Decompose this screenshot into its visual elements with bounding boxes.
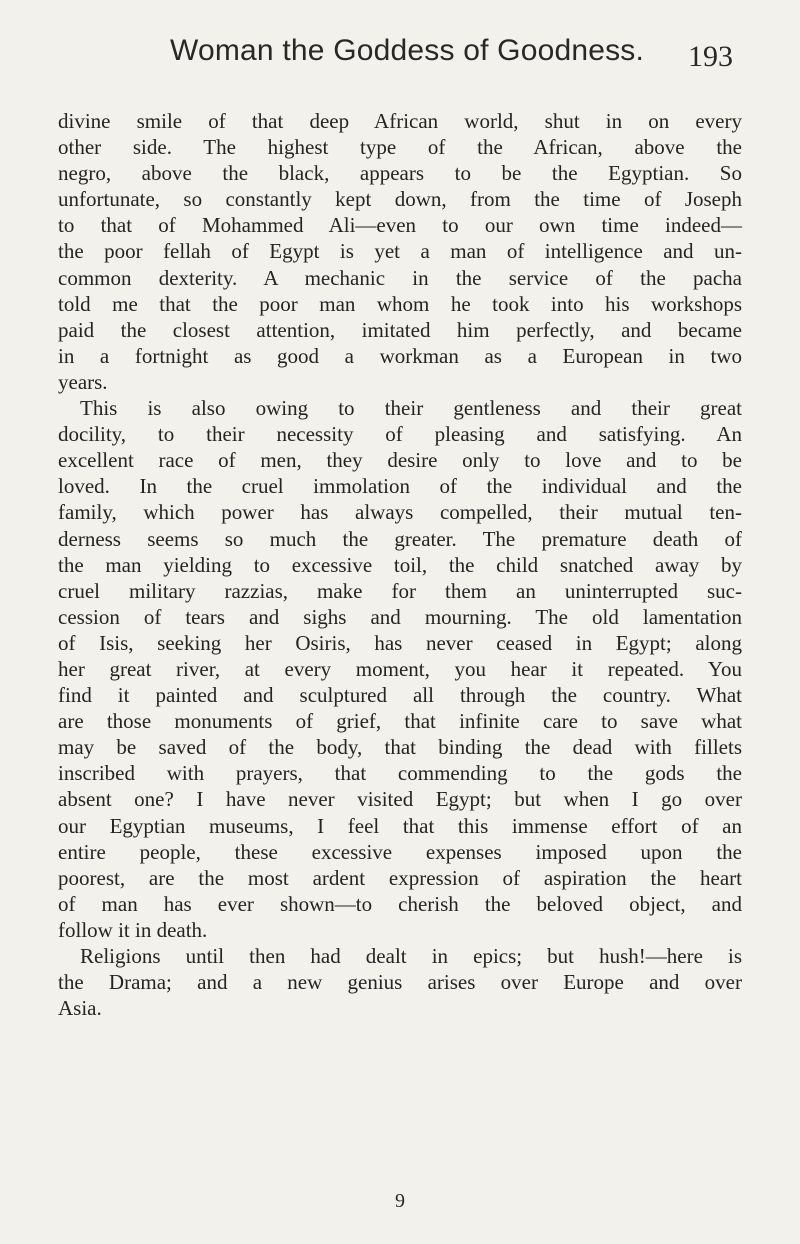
text-line: told me that the poor man whom he took into his workshops <box>58 291 742 316</box>
text-line: inscribed with prayers, that commending to the gods the <box>58 761 742 786</box>
text-line: the man yielding to excessive toil, the child snatched away by <box>58 552 742 577</box>
text-line: loved. In the cruel immolation of the individual and the <box>58 474 742 499</box>
paragraph <box>58 108 742 395</box>
text-line: the Drama; and a new genius arises over Europe and over <box>58 970 742 995</box>
text-line: are those monuments of grief, that infinite care to save what <box>58 709 742 734</box>
text-line: may be saved of the body, that binding the dead with fillets <box>58 735 742 760</box>
text-line: cession of tears and sighs and mourning. The old lamentation <box>58 604 742 629</box>
text-line: of Isis, seeking her Osiris, has never ceased in Egypt; along <box>58 630 742 655</box>
paragraph <box>58 395 742 943</box>
text-line: follow it in death. <box>58 917 208 942</box>
text-line: Religions until then had dealt in epics; but hush!—here is <box>80 944 742 968</box>
text-line: her great river, at every moment, you hear it repeated. You <box>58 656 742 681</box>
text-line: other side. The highest type of the African, above the <box>58 135 742 160</box>
text-line: poorest, are the most ardent expression of aspiration the heart <box>58 865 742 890</box>
text-line: This is also owing to their gentleness and their great <box>80 396 742 421</box>
signature-mark: 9 <box>395 1190 405 1212</box>
text-line: derness seems so much the greater. The premature death of <box>58 526 742 551</box>
text-line: of man has ever shown—to cherish the beloved object, and <box>58 891 742 916</box>
text-line: absent one? I have never visited Egypt; but when I go over <box>58 787 742 812</box>
running-header <box>0 34 800 90</box>
text-line: in a fortnight as good a workman as a European in two <box>58 343 742 368</box>
text-line: excellent race of men, they desire only to love and to be <box>58 448 742 473</box>
text-line: docility, to their necessity of pleasing and satisfying. An <box>58 422 742 447</box>
text-line: the poor fellah of Egypt is yet a man of intelligence and un- <box>58 239 742 264</box>
paragraph <box>58 943 742 1021</box>
running-title: Woman the Goddess of Goodness. <box>170 34 645 67</box>
text-line: family, which power has always compelled, their mutual ten- <box>58 500 742 525</box>
text-line: our Egyptian museums, I feel that this immense effort of an <box>58 813 742 838</box>
text-line: negro, above the black, appears to be the Egyptian. So <box>58 161 742 186</box>
text-line: divine smile of that deep African world, shut in on every <box>58 109 742 133</box>
page-number: 193 <box>688 40 733 73</box>
text-line: entire people, these excessive expenses imposed upon the <box>58 839 742 864</box>
body-text <box>58 108 742 1021</box>
text-line: to that of Mohammed Ali—even to our own time indeed— <box>58 213 742 238</box>
text-line: years. <box>58 369 108 394</box>
text-line: common dexterity. A mechanic in the service of the pacha <box>58 265 742 290</box>
text-line: cruel military razzias, make for them an uninterrupted suc- <box>58 578 742 603</box>
text-line: paid the closest attention, imitated him perfectly, and became <box>58 317 742 342</box>
text-line: Asia. <box>58 996 102 1021</box>
text-line: unfortunate, so constantly kept down, from the time of Joseph <box>58 187 742 212</box>
text-line: find it painted and sculptured all through the country. What <box>58 683 742 708</box>
